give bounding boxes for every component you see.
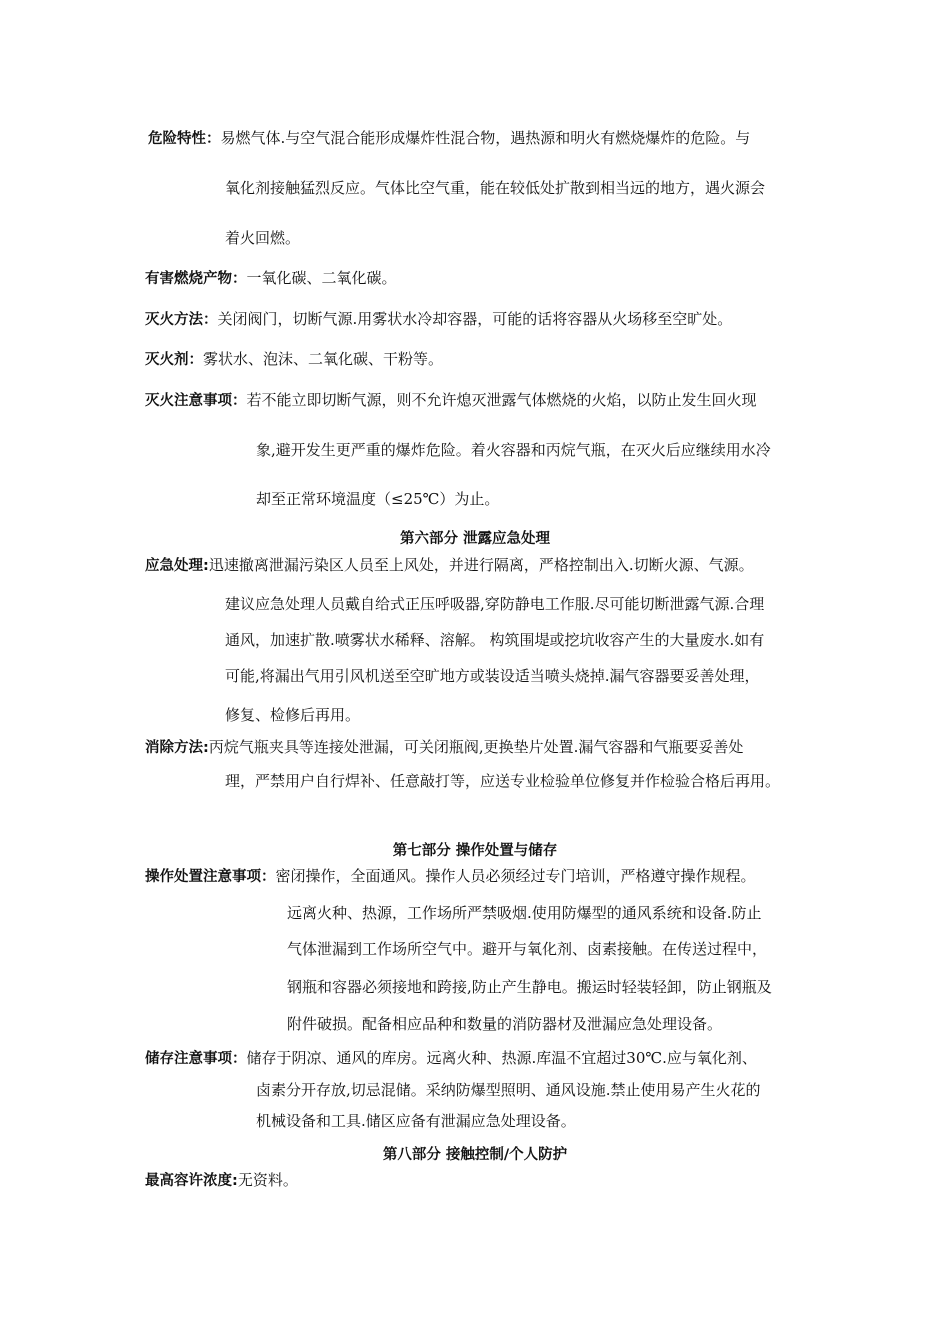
elimination-method-label: 消除方法: <box>145 740 209 756</box>
handling-precautions-text: 密闭操作，全面通风。操作人员必须经过专门培训，严格遵守操作规程。 <box>275 867 756 885</box>
handling-precautions <box>145 866 756 887</box>
emergency-handling-text: 通风，加速扩散.喷雾状水稀释、溶解。 构筑围堤或挖坑收容产生的大量废水.如有 <box>225 631 765 649</box>
emergency-handling-text: 修复、检修后再用。 <box>225 706 361 724</box>
hazard-text: 易燃气体.与空气混合能形成爆炸性混合物，遇热源和明火有燃烧爆炸的危险。与 <box>220 129 751 147</box>
storage-precautions-text: 储存于阴凉、通风的库房。远离火种、热源.库温不宜超过30℃.应与氧化剂、 <box>246 1049 757 1067</box>
hazard-characteristics <box>148 128 750 149</box>
emergency-handling-text: 迅速撤离泄漏污染区人员至上风处，并进行隔离，严格控制出入.切断火源、气源。 <box>208 556 754 574</box>
handling-precautions-text: 附件破损。配备相应品种和数量的消防器材及泄漏应急处理设备。 <box>287 1015 723 1033</box>
extinguishing-agent-label: 灭火剂： <box>145 352 203 368</box>
emergency-handling-text: 可能,将漏出气用引风机送至空旷地方或装设适当喷头烧掉.漏气容器要妥善处理， <box>225 667 760 685</box>
handling-precautions-text: 气体泄漏到工作场所空气中。避开与氧化剂、卤素接触。在传送过程中， <box>287 940 768 958</box>
handling-precautions-label: 操作处置注意事项： <box>145 869 276 885</box>
extinguishing-method <box>145 309 732 330</box>
storage-precautions <box>145 1048 757 1069</box>
max-allowable-concentration-text: 无资料。 <box>237 1171 298 1189</box>
max-allowable-concentration <box>145 1170 298 1191</box>
extinguishing-method-text: 关闭阀门，切断气源.用雾状水冷却容器，可能的话将容器从火场移至空旷处。 <box>217 310 733 328</box>
hazard-label: 危险特性： <box>148 131 221 147</box>
storage-precautions-text: 卤素分开存放,切忌混储。采纳防爆型照明、通风设施.禁止使用易产生火花的 <box>256 1081 761 1099</box>
hazard-text: 着火回燃。 <box>225 229 301 247</box>
firefighting-notes-text: 若不能立即切断气源，则不允许熄灭泄露气体燃烧的火焰，以防止发生回火现 <box>246 391 757 409</box>
max-allowable-concentration-label: 最高容许浓度: <box>145 1173 238 1189</box>
firefighting-notes <box>145 390 757 411</box>
extinguishing-agent-text: 雾状水、泡沫、二氧化碳、干粉等。 <box>203 350 444 368</box>
elimination-method <box>145 737 743 758</box>
handling-precautions-text: 远离火种、热源，工作场所严禁吸烟.使用防爆型的通风系统和设备.防止 <box>287 904 762 922</box>
emergency-handling <box>145 555 754 576</box>
elimination-method-text: 丙烷气瓶夹具等连接处泄漏，可关闭瓶阀,更换垫片处置.漏气容器和气瓶要妥善处 <box>208 738 744 756</box>
emergency-handling-text: 建议应急处理人员戴自给式正压呼吸器,穿防静电工作服.尽可能切断泄露气源.合理 <box>225 595 765 613</box>
section-7-heading: 第七部分 操作处置与储存 <box>392 843 558 859</box>
storage-precautions-label: 储存注意事项： <box>145 1051 247 1067</box>
emergency-handling-label: 应急处理: <box>145 558 209 574</box>
firefighting-notes-text: 却至正常环境温度（≤25℃）为止。 <box>256 490 500 508</box>
combustion-products-text: 一氧化碳、二氧化碳。 <box>246 269 397 287</box>
firefighting-notes-label: 灭火注意事项： <box>145 393 247 409</box>
section-6-heading: 第六部分 泄露应急处理 <box>399 531 551 547</box>
storage-precautions-text: 机械设备和工具.储区应备有泄漏应急处理设备。 <box>256 1112 576 1130</box>
combustion-products <box>145 268 397 289</box>
section-8-heading: 第八部分 接触控制/个人防护 <box>382 1147 568 1163</box>
extinguishing-agent <box>145 349 443 370</box>
hazard-text: 氧化剂接触猛烈反应。气体比空气重，能在较低处扩散到相当远的地方，遇火源会 <box>225 179 766 197</box>
elimination-method-text: 理，严禁用户自行焊补、任意敲打等，应送专业检验单位修复并作检验合格后再用。 <box>225 772 781 790</box>
extinguishing-method-label: 灭火方法： <box>145 312 218 328</box>
combustion-products-label: 有害燃烧产物： <box>145 271 247 287</box>
handling-precautions-text: 钢瓶和容器必须接地和跨接,防止产生静电。搬运时轻装轻卸，防止钢瓶及 <box>287 978 772 996</box>
firefighting-notes-text: 象,避开发生更严重的爆炸危险。着火容器和丙烷气瓶，在灭火后应继续用水冷 <box>256 441 771 459</box>
